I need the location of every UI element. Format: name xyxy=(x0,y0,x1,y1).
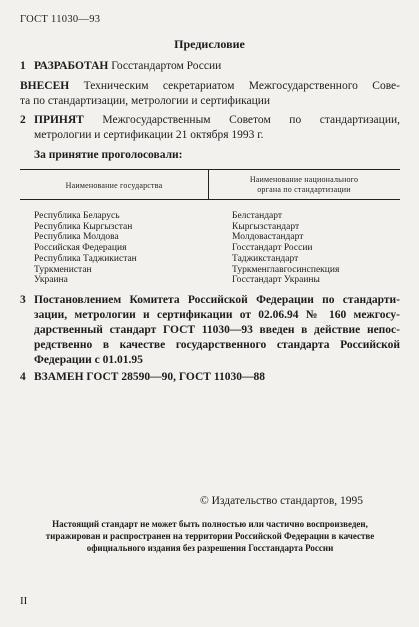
section-line: 3 Постановлением Комитета Российской Федерации по стандарти- xyxy=(20,294,400,306)
table-cell-body: Госстандарт России xyxy=(232,243,313,254)
reproduction-notice: Настоящий стандарт не может быть полностью или частично воспроизведен, тиражирован и распространен на территории Российской Федерации в качестве официального издания без разрешения Госстандарта России xyxy=(45,519,375,553)
section-keyword: ВНЕСЕН xyxy=(20,80,70,92)
section-number: 4 xyxy=(20,371,26,383)
section-text: Госстандартом России xyxy=(108,60,222,72)
table-cell-state: Республика Беларусь xyxy=(34,211,120,221)
section-4-replaces: 4 ВЗАМЕН ГОСТ 28590—90, ГОСТ 11030—88 xyxy=(20,371,265,383)
section-2-adopted xyxy=(20,113,400,143)
table-cell-body: Госстандарт Украины xyxy=(232,275,320,286)
section-line: ВНЕСЕН Техническим секретариатом Межгосударственного Сове- xyxy=(20,80,400,92)
section-keyword: РАЗРАБОТАН xyxy=(34,60,109,72)
table-cell-body: Молдовастандарт xyxy=(232,232,304,243)
section-3-enacted xyxy=(20,293,400,368)
table-header-state: Наименование государства xyxy=(65,181,163,190)
section-line: редственно в качестве государственного стандарта Российской xyxy=(34,339,400,351)
table-cell-state: Республика Таджикистан xyxy=(34,253,137,264)
section-line: Федерации с 01.01.95 xyxy=(34,354,143,366)
page-number: II xyxy=(20,595,28,607)
table-cell-body: Туркменглавгосинспекция xyxy=(232,264,340,275)
section-keyword: ПРИНЯТ xyxy=(34,114,84,126)
section-introduced xyxy=(20,79,400,109)
table-top-rule xyxy=(20,169,400,170)
section-number: 1 xyxy=(20,60,26,72)
section-line: метрологии и сертификации 21 октября 1993 г. xyxy=(34,129,264,141)
page-title: Предисловие xyxy=(174,37,245,51)
table-cell-body: Таджикстандарт xyxy=(232,253,299,264)
copyright-line: © Издательство стандартов, 1995 xyxy=(200,495,364,507)
section-line: 2 ПРИНЯТ Межгосударственным Советом по стандартизации, xyxy=(20,114,400,126)
table-column-bodies xyxy=(232,211,400,286)
table-column-states xyxy=(34,211,204,286)
table-cell-state: Украина xyxy=(34,275,68,286)
table-cell-state: Республика Кыргызстан xyxy=(34,221,133,232)
section-1-developed xyxy=(20,59,400,74)
table-cell-state: Республика Молдова xyxy=(34,232,119,243)
section-number: 3 xyxy=(20,294,26,306)
table-header-body: Наименование национального органа по стандартизации xyxy=(249,175,359,194)
table-header-rule xyxy=(20,199,400,200)
section-line: дарственный стандарт ГОСТ 11030—93 введен в действие непос- xyxy=(34,324,400,336)
table-cell-state: Туркменистан xyxy=(34,264,92,275)
table-cell-state: Российская Федерация xyxy=(34,243,127,254)
table-cell-body: Кыргызстандарт xyxy=(232,221,300,232)
document-code: ГОСТ 11030—93 xyxy=(20,14,101,25)
section-number: 2 xyxy=(20,114,26,126)
section-line: зации, метрологии и сертификации от 02.06.94 № 160 межгосу- xyxy=(34,309,400,321)
section-line: та по стандартизации, метрологии и сертификации xyxy=(20,95,271,107)
table-cell-body: Белстандарт xyxy=(232,211,283,221)
voting-caption: За принятие проголосовали: xyxy=(34,149,183,161)
